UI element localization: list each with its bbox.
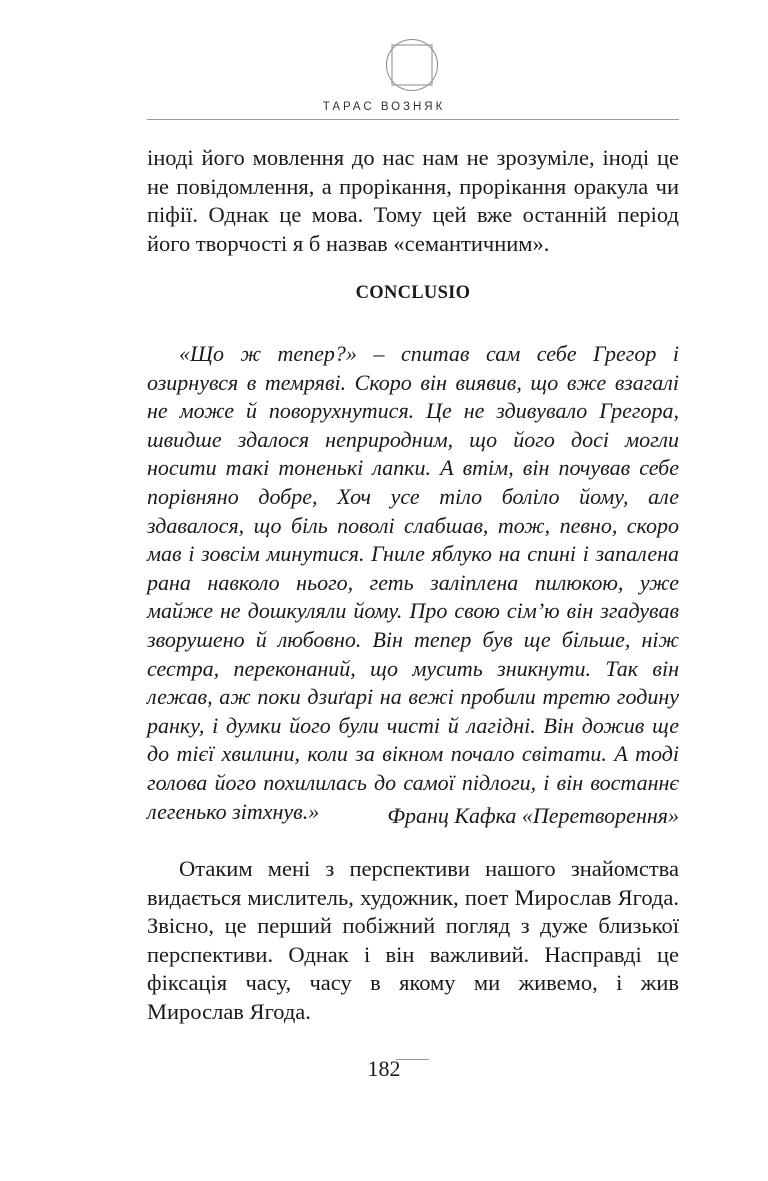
circle-square-emblem-icon <box>385 38 439 92</box>
body-paragraph-1 <box>147 144 679 258</box>
page-number: 182 <box>367 1056 401 1081</box>
body-paragraph-1-text: іноді його мовлення до нас нам не зрозуміле, іноді це не повідомлення, а прорікання, прорікання оракула чи піфії. Однак це мова. Тому цей вже останній період його творчості я б назвав «семантичним». <box>147 145 679 256</box>
body-paragraph-final-text: Отаким мені з перспективи нашого знайомства видається мислитель, художник, поет Мирослав Ягода. Звісно, це перший побіжний погляд з дуже близької перспективи. Однак і він важливий. Насправді це фіксація часу, часу в якому ми живемо, і жив Мирослав Ягода. <box>147 856 679 1024</box>
epigraph-quote-text: «Що ж тепер?» – спитав сам себе Грегор і озирнувся в темряві. Скоро він виявив, що вже взагалі не може й поворухнутися. Це не здивувало Грегора, швидше здалося неприродним, що його досі могли носити такі тоненькі лапки. А втім, він почував себе порівняно добре, Хоч усе тіло боліло йому, але здавалося, що біль поволі слабшав, тож, певно, скоро мав і зовсім минутися. Гниле яблуко на спині і запалена рана навколо нього, геть заліплена пилюкою, уже майже не дошкуляли йому. Про свою сім’ю він згадував зворушено й любовно. Він тепер був ще більше, ніж сестра, переконаний, що мусить зникнути. Так він лежав, аж поки дзиґарі на вежі пробили третю годину ранку, і думки його були чисті й лагідні. Він дожив ще до тієї хвилини, коли за вікном почало світати. А тоді голова його похилилась до самої підлоги, і він востаннє легенько зітхнув.» <box>147 341 679 824</box>
quote-attribution: Франц Кафка «Перетворення» <box>387 803 679 828</box>
header-divider <box>147 119 679 120</box>
running-header-author: ТАРАС ВОЗНЯК <box>322 101 446 113</box>
section-heading: CONCLUSIO <box>355 283 471 303</box>
body-paragraph-final <box>147 855 679 1027</box>
epigraph-quote <box>147 340 679 826</box>
